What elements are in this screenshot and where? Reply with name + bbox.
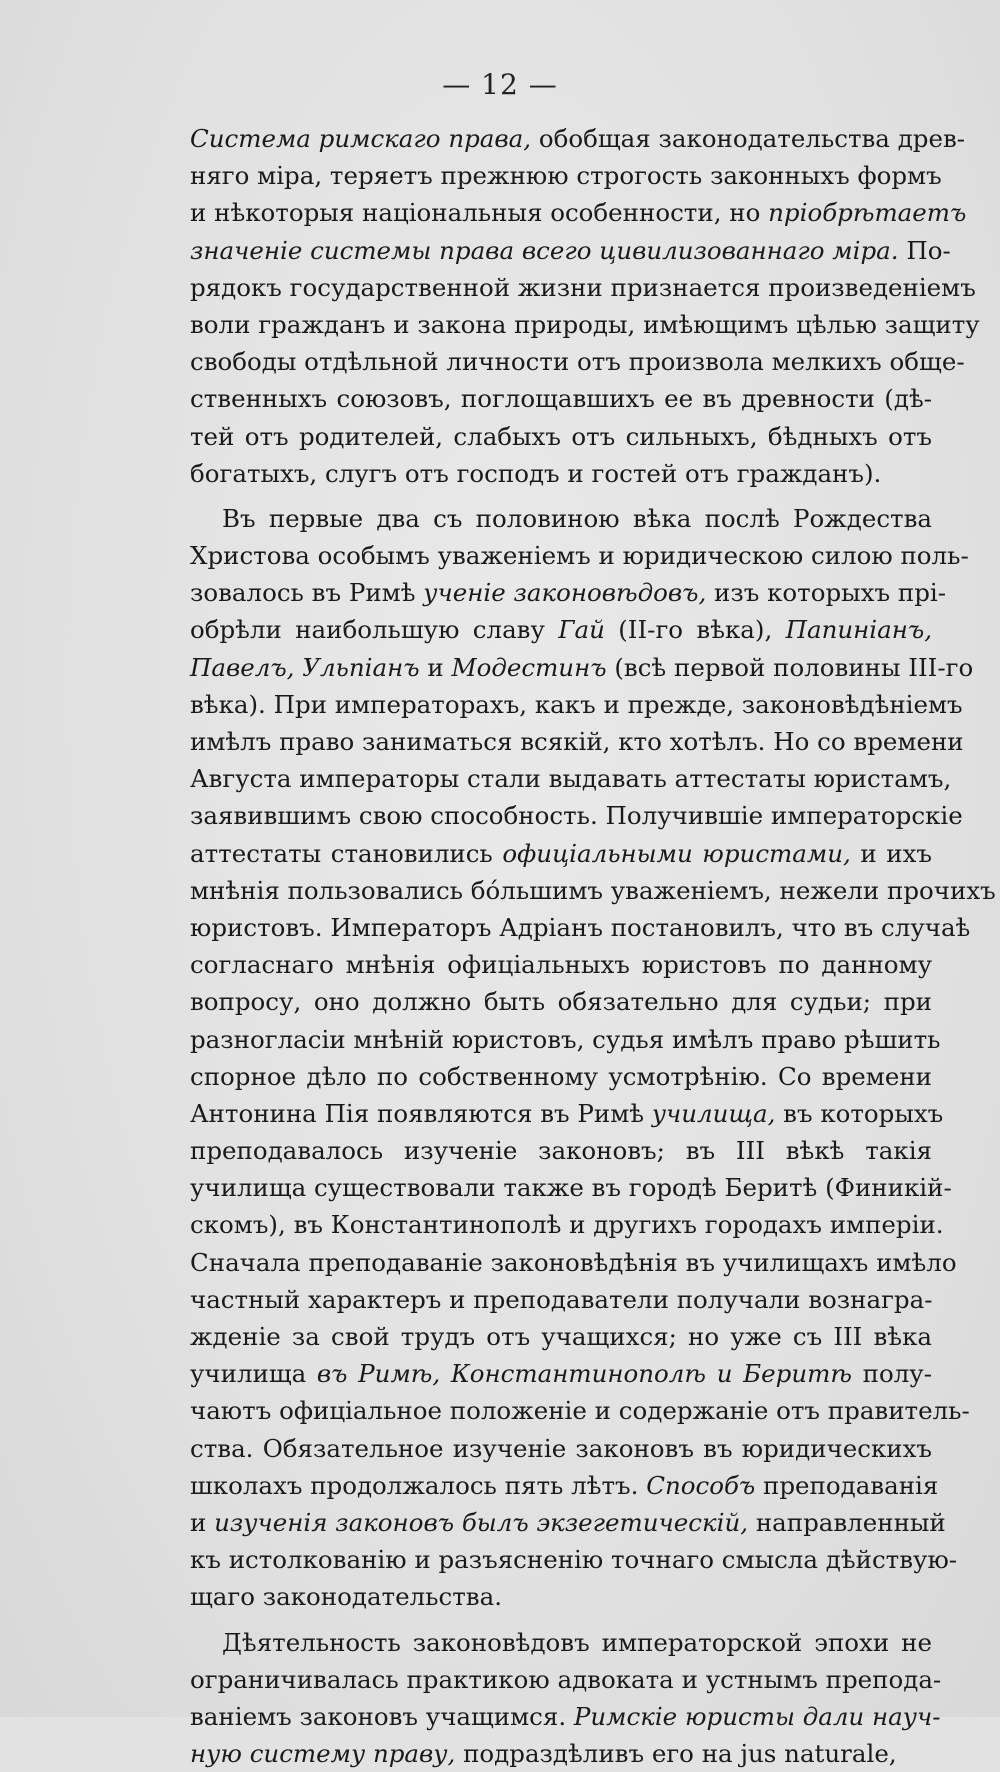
text-run: чаютъ офиціальное положеніе и содержаніе отъ правитель- <box>190 1396 970 1425</box>
italic-phrase: Папиніанъ, <box>786 615 932 644</box>
text-run: аттестаты становились <box>190 839 502 868</box>
text-line <box>190 1169 932 1206</box>
italic-phrase: значеніе системы права всего цивилизованнаго міра. <box>190 236 899 265</box>
text-run: согласнаго мнѣнія офиціальныхъ юристовъ по данному <box>190 950 932 979</box>
text-run: (всѣ первой половины III-го <box>607 653 974 682</box>
italic-phrase: Способъ <box>646 1471 755 1500</box>
text-run: преподавалось изученіе законовъ; въ III вѣкѣ такія <box>190 1136 932 1165</box>
text-run: и ихъ <box>851 839 932 868</box>
italic-phrase: Система римскаго права, <box>190 124 531 153</box>
text-line <box>190 1467 932 1504</box>
text-line <box>190 418 932 455</box>
italic-phrase: Римскіе юристы дали науч- <box>574 1702 941 1731</box>
text-run: скомъ), въ Константинополѣ и другихъ городахъ имперіи. <box>190 1210 944 1239</box>
italic-phrase: пріобрѣтаетъ <box>768 198 966 227</box>
italic-phrase: въ Римѣ, Константинополѣ и Беритѣ <box>317 1359 852 1388</box>
text-line <box>190 946 932 983</box>
text-line <box>190 1244 932 1281</box>
text-run: вопросу, оно должно быть обязательно для судьи; при <box>190 987 932 1016</box>
text-line <box>190 1281 932 1318</box>
text-run: воли гражданъ и закона природы, имѣющимъ цѣлью защиту <box>190 310 980 339</box>
text-run: Антонина Пія появляются въ Римѣ <box>190 1099 652 1128</box>
text-run: жденіе за свой трудъ отъ учащихся; но уже съ III вѣка <box>190 1322 932 1351</box>
text-run: вѣка). При императорахъ, какъ и прежде, законовѣдѣніемъ <box>190 690 963 719</box>
text-line <box>190 872 932 909</box>
text-run: и <box>190 1508 214 1537</box>
text-line <box>190 1206 932 1243</box>
text-run: направленный <box>748 1508 946 1537</box>
italic-phrase: изученія законовъ былъ экзегетическій, <box>214 1508 748 1537</box>
text-line <box>190 1392 932 1429</box>
paragraph-gap <box>190 492 932 500</box>
text-run: зовалось въ Римѣ <box>190 578 423 607</box>
text-run: полу- <box>852 1359 932 1388</box>
text-run: училища существовали также въ городѣ Беритѣ (Финикій- <box>190 1173 952 1202</box>
text-run: ограничивалась практикою адвоката и устнымъ препода- <box>190 1665 941 1694</box>
text-line <box>190 343 932 380</box>
text-run: Сначала преподаваніе законовѣдѣнія въ училищахъ имѣло <box>190 1248 957 1277</box>
text-run: рядокъ государственной жизни признается произведеніемъ <box>190 273 976 302</box>
italic-phrase: офиціальными юристами, <box>502 839 850 868</box>
text-run: ваніемъ законовъ учащимся. <box>190 1702 574 1731</box>
italic-phrase: Модестинъ <box>451 653 606 682</box>
paragraph <box>190 500 932 1616</box>
text-line <box>190 1318 932 1355</box>
text-line <box>190 120 932 157</box>
italic-phrase: ную систему праву, <box>190 1739 455 1768</box>
text-line <box>190 380 932 417</box>
text-line <box>190 574 932 611</box>
text-line <box>190 1132 932 1169</box>
text-run: ства. Обязательное изученіе законовъ въ юридическихъ <box>190 1434 932 1463</box>
text-run: мнѣнія пользовались бо́льшимъ уваженіемъ, нежели прочихъ <box>190 876 996 905</box>
text-run: Дѣятельность законовѣдовъ императорской эпохи не <box>222 1628 932 1657</box>
text-run: свободы отдѣльной личности отъ произвола мелкихъ обще- <box>190 347 965 376</box>
text-run: обрѣли наибольшую славу <box>190 615 558 644</box>
paragraph-gap <box>190 1616 932 1624</box>
text-line <box>190 1095 932 1132</box>
text-line <box>190 1661 932 1698</box>
text-line <box>190 1504 932 1541</box>
text-run: Августа императоры стали выдавать аттестаты юристамъ, <box>190 764 951 793</box>
text-line <box>190 760 932 797</box>
text-line <box>190 157 932 194</box>
text-run: няго міра, теряетъ прежнюю строгость законныхъ формъ <box>190 161 942 190</box>
body-text <box>190 120 932 1772</box>
text-run: ственныхъ союзовъ, поглощавшихъ ее въ древности (дѣ- <box>190 384 932 413</box>
text-line <box>190 983 932 1020</box>
text-run: и <box>420 653 452 682</box>
text-run: имѣлъ право заниматься всякій, кто хотѣлъ. Но со времени <box>190 727 964 756</box>
text-run: преподаванія <box>755 1471 938 1500</box>
text-line <box>190 1624 932 1661</box>
text-run: въ которыхъ <box>775 1099 943 1128</box>
italic-phrase: Гай <box>558 615 605 644</box>
text-run: тей отъ родителей, слабыхъ отъ сильныхъ, бѣдныхъ отъ <box>190 422 932 451</box>
text-run: спорное дѣло по собственному усмотрѣнію. Со времени <box>190 1062 932 1091</box>
text-line <box>190 194 932 231</box>
text-run: къ истолкованію и разъясненію точнаго смысла дѣйствую- <box>190 1545 957 1574</box>
italic-phrase: училища, <box>652 1099 776 1128</box>
text-line <box>190 1698 932 1735</box>
text-run: изъ которыхъ прі- <box>706 578 946 607</box>
text-line <box>190 1430 932 1467</box>
text-line <box>190 455 932 492</box>
text-line <box>190 611 932 648</box>
text-line <box>190 269 932 306</box>
italic-phrase: Павелъ, Ульпіанъ <box>190 653 420 682</box>
text-line <box>190 1058 932 1095</box>
text-run: и нѣкоторыя національныя особенности, но <box>190 198 768 227</box>
paragraph <box>190 1624 932 1772</box>
text-line <box>190 1735 932 1772</box>
text-line <box>190 909 932 946</box>
text-line <box>190 232 932 269</box>
text-line <box>190 723 932 760</box>
italic-phrase: ученіе законовѣдовъ, <box>423 578 706 607</box>
text-run: частный характеръ и преподаватели получали вознагра- <box>190 1285 933 1314</box>
text-line <box>190 500 932 537</box>
text-line <box>190 1541 932 1578</box>
text-line <box>190 686 932 723</box>
text-line <box>190 649 932 686</box>
text-run: школахъ продолжалось пять лѣтъ. <box>190 1471 646 1500</box>
text-line <box>190 306 932 343</box>
text-run: разногласіи мнѣній юристовъ, судья имѣлъ право рѣшить <box>190 1025 941 1054</box>
text-run: богатыхъ, слугъ отъ господъ и гостей отъ гражданъ). <box>190 459 881 488</box>
paragraph <box>190 120 932 492</box>
text-run: (II-го вѣка), <box>605 615 786 644</box>
text-run: Христова особымъ уваженіемъ и юридическою силою поль- <box>190 541 969 570</box>
text-run: юристовъ. Императоръ Адріанъ постановилъ, что въ случаѣ <box>190 913 970 942</box>
text-run: подраздѣливъ его на jus naturale, <box>455 1739 896 1768</box>
text-line <box>190 1355 932 1392</box>
text-run: училища <box>190 1359 317 1388</box>
text-run: По- <box>899 236 951 265</box>
page-number: — 12 — <box>0 68 1000 101</box>
text-line <box>190 1021 932 1058</box>
text-line <box>190 835 932 872</box>
text-run: Въ первые два съ половиною вѣка послѣ Рождества <box>222 504 932 533</box>
text-line <box>190 537 932 574</box>
text-line <box>190 1578 932 1615</box>
text-line <box>190 797 932 834</box>
text-run: заявившимъ свою способность. Получившіе императорскіе <box>190 801 963 830</box>
text-run: щаго законодательства. <box>190 1582 502 1611</box>
text-run: обобщая законодательства древ- <box>531 124 965 153</box>
